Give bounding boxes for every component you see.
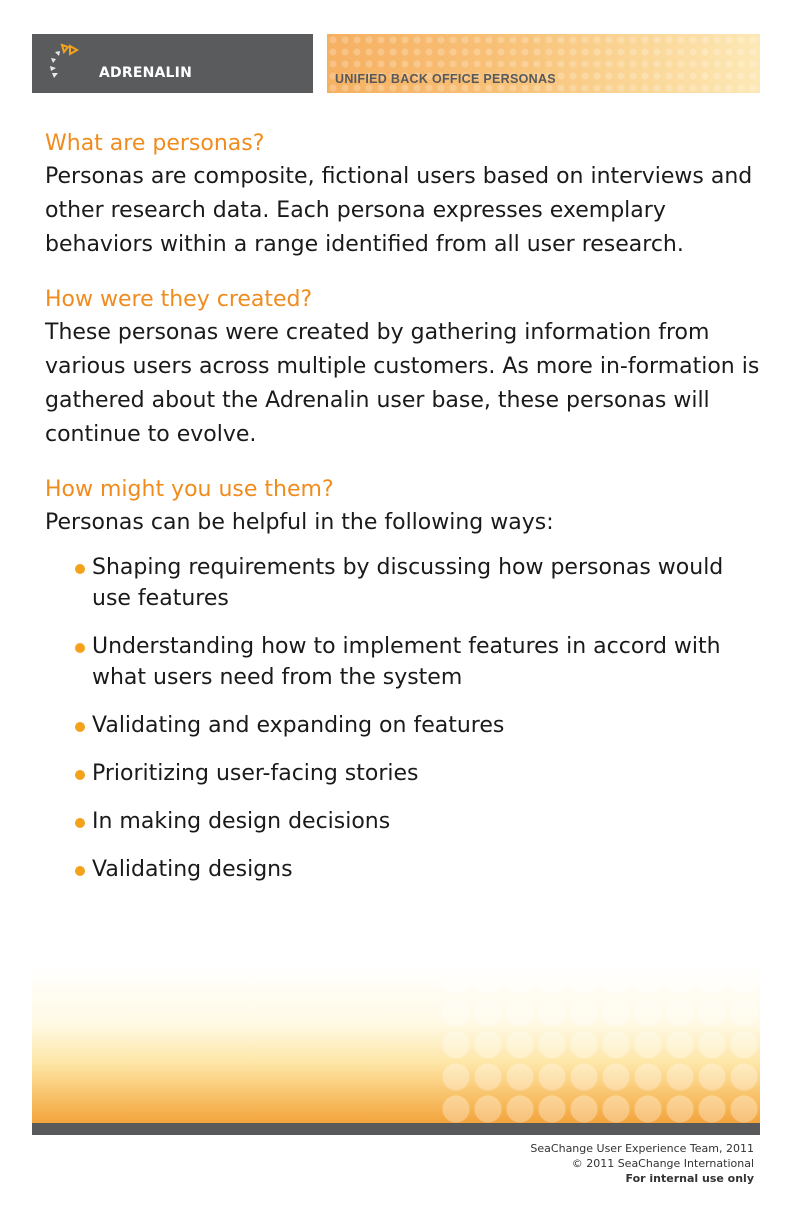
section-body: These personas were created by gathering information from various users across multiple customers. As more in-formation is gathered about the Adrenalin user base, these personas will continue to evolve. (45, 320, 760, 447)
bullet-icon (75, 770, 85, 780)
list-item-text: Shaping requirements by discussing how personas would use features (92, 555, 724, 611)
list-item (75, 758, 765, 789)
list-item (75, 552, 765, 614)
main-content (45, 128, 765, 907)
list-item-text: Prioritizing user-facing stories (92, 761, 419, 786)
credit-team: SeaChange User Experience Team, 2011 (530, 1142, 754, 1155)
usage-list (45, 552, 765, 885)
credit-internal-notice: For internal use only (625, 1172, 754, 1185)
adrenalin-logo-icon (46, 42, 82, 82)
credit-copyright: © 2011 SeaChange International (571, 1157, 754, 1170)
bullet-icon (75, 564, 85, 574)
page-title: UNIFIED BACK OFFICE PERSONAS (335, 72, 556, 86)
footer-divider (32, 1123, 760, 1135)
bullet-icon (75, 818, 85, 828)
list-item (75, 710, 765, 741)
bullet-icon (75, 643, 85, 653)
footer-graphic (32, 965, 760, 1123)
section-body: Personas can be helpful in the following ways: (45, 510, 554, 535)
section-how-created (45, 284, 765, 452)
section-how-use (45, 474, 765, 885)
section-body: Personas are composite, fictional users based on interviews and other research data. Each persona expresses exemplary behaviors within a range identified from all user research. (45, 164, 753, 257)
bullet-icon (75, 722, 85, 732)
list-item-text: Validating designs (92, 857, 293, 882)
section-heading: What are personas? (45, 131, 265, 156)
bullet-icon (75, 866, 85, 876)
list-item (75, 806, 765, 837)
list-item-text: In making design decisions (92, 809, 391, 834)
list-item (75, 631, 765, 693)
footer-credits (530, 1141, 754, 1186)
list-item-text: Understanding how to implement features in accord with what users need from the system (92, 634, 721, 690)
logo-banner (32, 34, 313, 93)
section-what (45, 128, 765, 262)
header-band (327, 34, 760, 93)
footer-dot-pattern (440, 965, 760, 1123)
logo-text: ADRENALIN (99, 65, 192, 81)
section-heading: How might you use them? (45, 477, 334, 502)
list-item (75, 854, 765, 885)
list-item-text: Validating and expanding on features (92, 713, 505, 738)
section-heading: How were they created? (45, 287, 313, 312)
